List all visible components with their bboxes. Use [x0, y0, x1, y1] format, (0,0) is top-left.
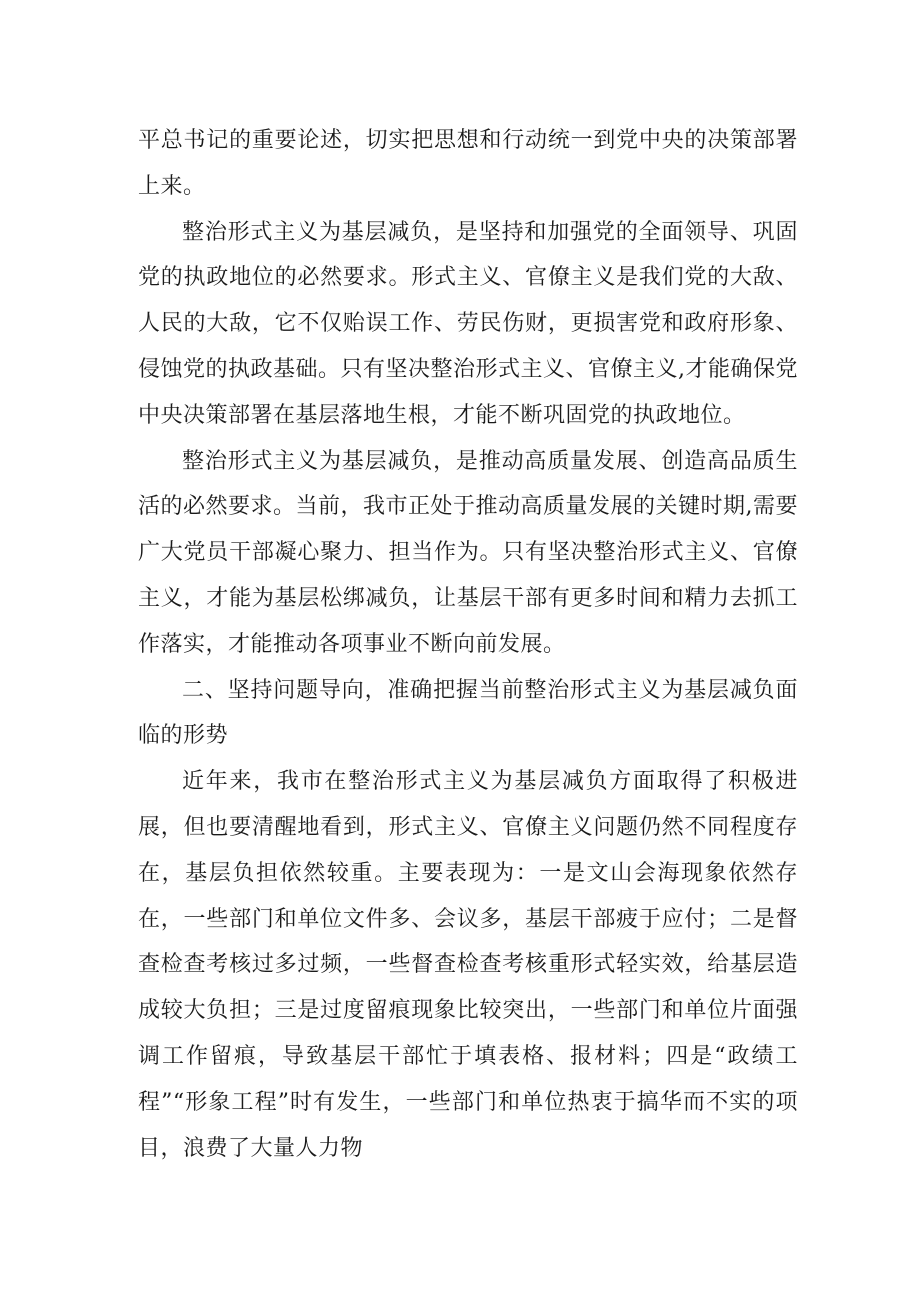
paragraph-party-leadership: 整治形式主义为基层减负，是坚持和加强党的全面领导、巩固党的执政地位的必然要求。形式主义、官僚主义是我们党的大敌、人民的大敌，它不仅贻误工作、劳民伤财，更损害党和政府形象、侵蚀党的执政基础。只有坚决整治形式主义、官僚主义,才能确保党中央决策部署在基层落地生根，才能不断巩固党的执政地位。	[138, 219, 798, 428]
paragraph-high-quality-development: 整治形式主义为基层减负，是推动高质量发展、创造高品质生活的必然要求。当前，我市正处于推动高质量发展的关键时期,需要广大党员干部凝心聚力、担当作为。只有坚决整治形式主义、官僚主义，才能为基层松绑减负，让基层干部有更多时间和精力去抓工作落实，才能推动各项事业不断向前发展。	[138, 448, 798, 657]
section-heading-problem-orientation: 二、坚持问题导向，准确把握当前整治形式主义为基层减负面临的形势	[138, 677, 798, 749]
document-body	[138, 118, 798, 1171]
paragraph-current-problems: 近年来，我市在整治形式主义为基层减负方面取得了积极进展，但也要清醒地看到，形式主义、官僚主义问题仍然不同程度存在，基层负担依然较重。主要表现为：一是文山会海现象依然存在，一些部门和单位文件多、会议多，基层干部疲于应付；二是督查检查考核过多过频，一些督查检查考核重形式轻实效，给基层造成较大负担；三是过度留痕现象比较突出，一些部门和单位片面强调工作留痕，导致基层干部忙于填表格、报材料；四是“政绩工程”“形象工程”时有发生，一些部门和单位热衷于搞华而不实的项目，浪费了大量人力物	[138, 769, 798, 1161]
paragraph-continuation: 平总书记的重要论述，切实把思想和行动统一到党中央的决策部署上来。	[138, 128, 798, 199]
